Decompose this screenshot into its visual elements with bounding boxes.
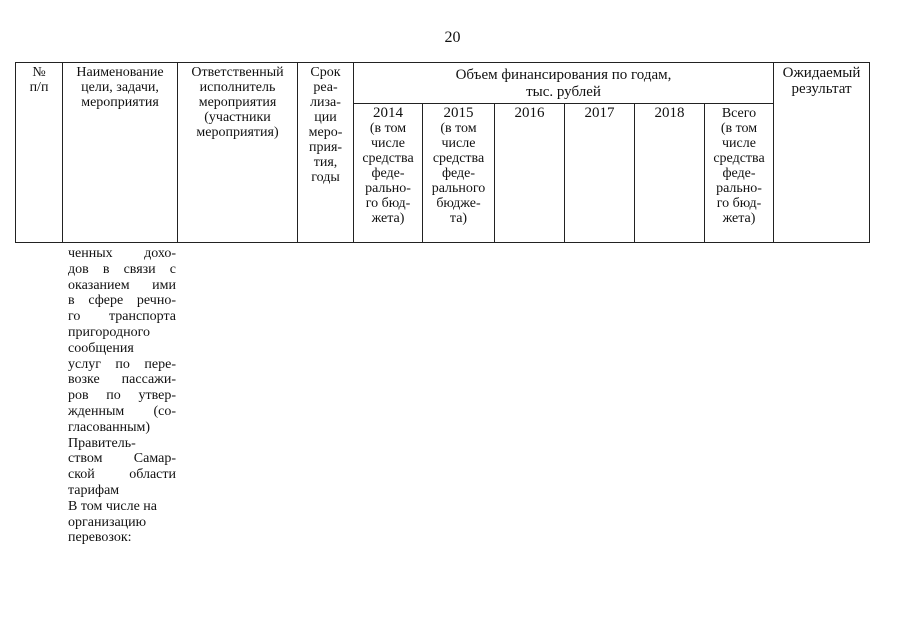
description-line: ством Самар- — [68, 451, 176, 467]
header-year-2015: 2015 (в том числе средства феде- рального бюдже- та) — [431, 105, 486, 226]
header-number: № п/п — [29, 65, 49, 95]
activity-description — [68, 246, 176, 546]
description-line: дов в связи с — [68, 261, 176, 277]
header-year-2016: 2016 — [514, 105, 545, 121]
description-line: В том числе на — [68, 498, 158, 514]
header-year-2014: 2014 (в том числе средства феде- рально- го бюд- жета) — [362, 105, 414, 226]
description-line: ченных дохо- — [68, 246, 176, 261]
description-line: организацию — [68, 514, 147, 530]
header-term: Срок реа- лиза- ции меро- прия- тия, годы — [308, 65, 343, 185]
header-funding-title: Объем финансирования по годам, тыс. рублей — [455, 67, 672, 100]
description-line: перевозок: — [68, 530, 132, 546]
header-name: Наименование цели, задачи, мероприятия — [76, 65, 164, 110]
description-line: жденным (со- — [68, 403, 176, 419]
description-line: тарифам — [68, 482, 120, 498]
description-line: пригородного — [68, 324, 150, 340]
description-line: сообщения — [68, 340, 134, 356]
description-line: Правитель- — [68, 435, 136, 451]
description-line: ров по утвер- — [68, 388, 176, 404]
description-line: гласованным) — [68, 419, 150, 435]
description-line: ской области — [68, 467, 176, 483]
header-year-2017: 2017 — [584, 105, 615, 121]
description-line: возке пассажи- — [68, 372, 176, 388]
header-total: Всего (в том числе средства феде- рально- го бюд- жета) — [713, 106, 765, 226]
header-year-2018: 2018 — [654, 105, 685, 121]
header-expected-result: Ожидаемый результат — [782, 65, 861, 97]
description-line: оказанием ими — [68, 277, 176, 293]
header-responsible: Ответственный исполнитель мероприятия (участники мероприятия) — [191, 65, 284, 140]
description-line: го транспорта — [68, 309, 176, 325]
description-line: услуг по пере- — [68, 356, 176, 372]
description-line: в сфере речно- — [68, 293, 176, 309]
page-number: 20 — [444, 29, 461, 46]
